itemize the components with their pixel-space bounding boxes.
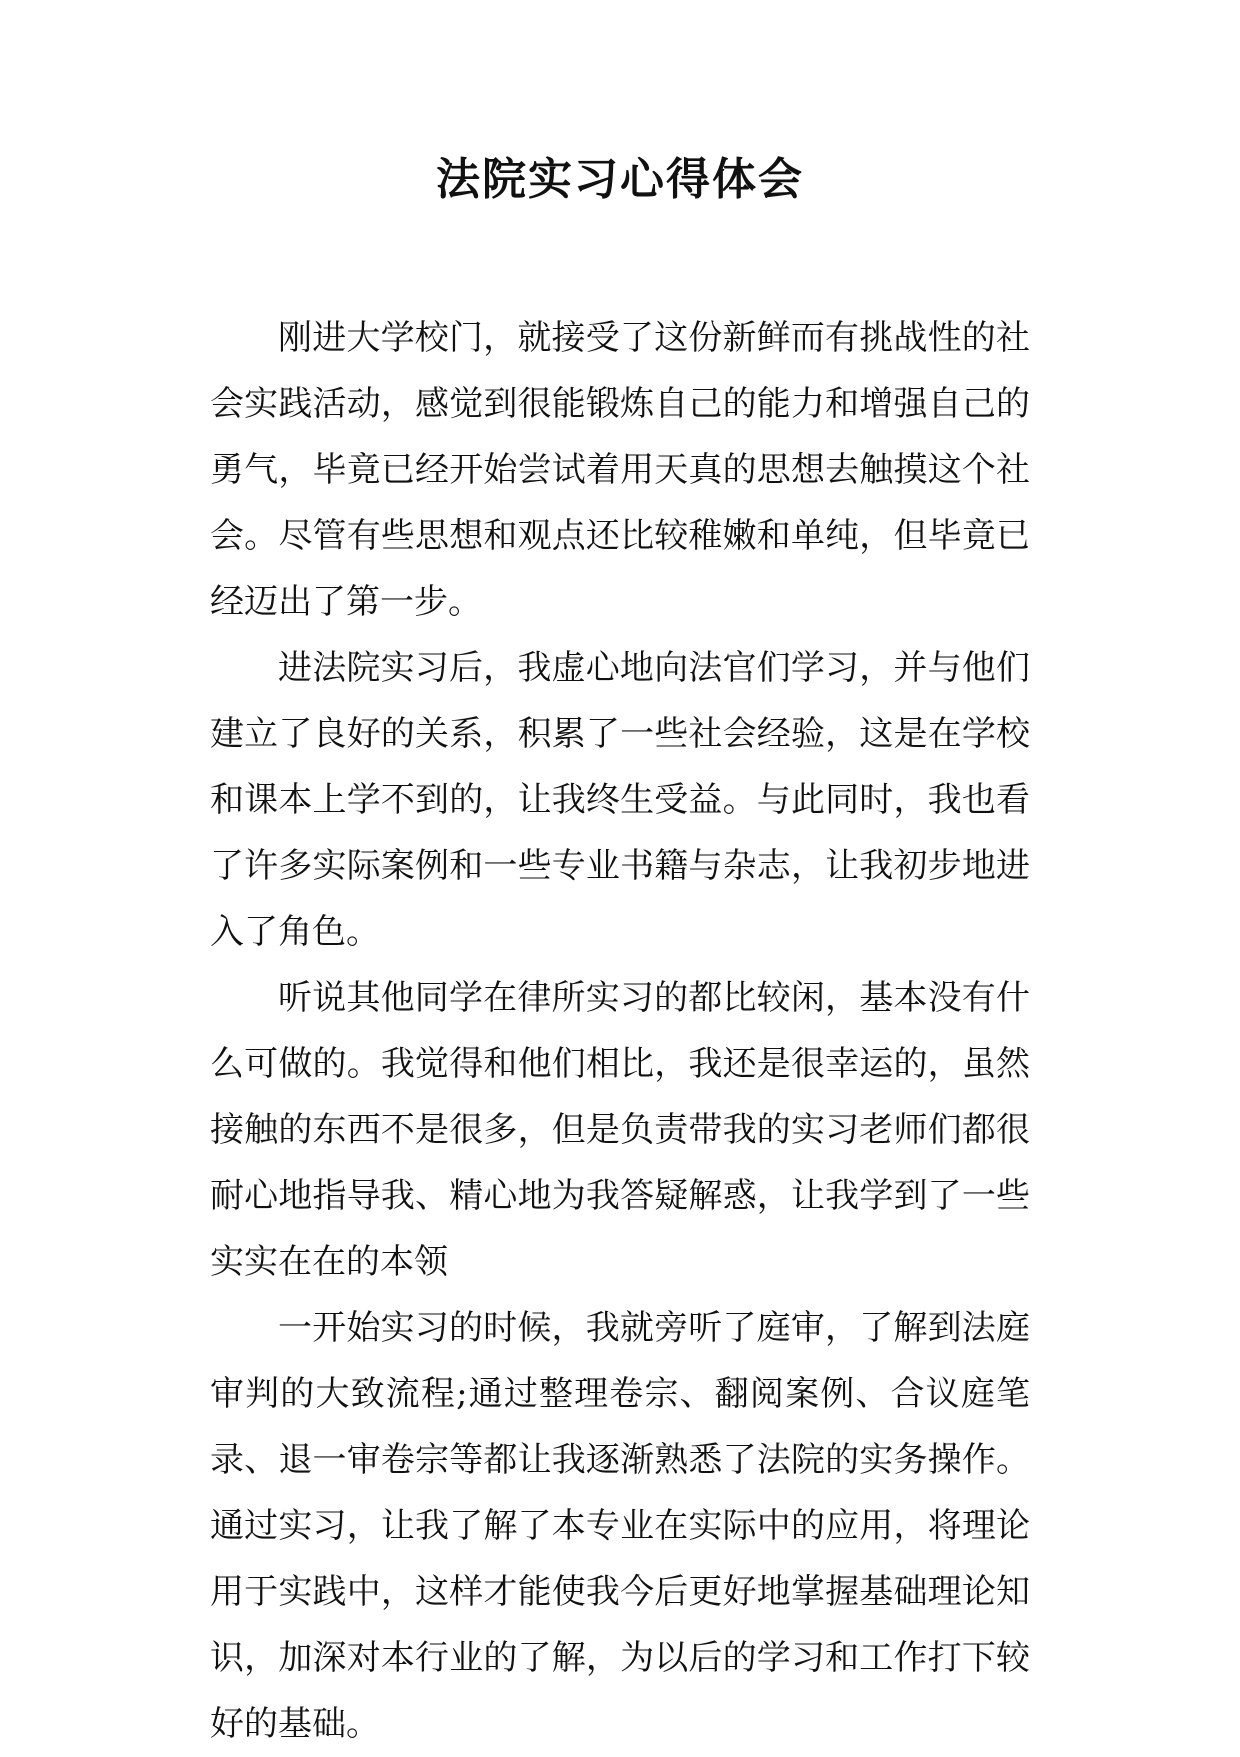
paragraph-1: 刚进大学校门，就接受了这份新鲜而有挑战性的社会实践活动，感觉到很能锻炼自己的能力和增强自己的勇气，毕竟已经开始尝试着用天真的思想去触摸这个社会。尽管有些思想和观点还比较稚嫩和单纯，但毕竟已经迈出了第一步。 xyxy=(210,318,1030,622)
paragraph-3: 听说其他同学在律所实习的都比较闲，基本没有什么可做的。我觉得和他们相比，我还是很幸运的，虽然接触的东西不是很多，但是负责带我的实习老师们都很耐心地指导我、精心地为我答疑解惑，让我学到了一些实实在在的本领 xyxy=(210,978,1030,1282)
paragraph-2: 进法院实习后，我虚心地向法官们学习，并与他们建立了良好的关系，积累了一些社会经验，这是在学校和课本上学不到的，让我终生受益。与此同时，我也看了许多实际案例和一些专业书籍与杂志，让我初步地进入了角色。 xyxy=(210,648,1030,952)
paragraph-4: 一开始实习的时候，我就旁听了庭审，了解到法庭审判的大致流程;通过整理卷宗、翻阅案例、合议庭笔录、退一审卷宗等都让我逐渐熟悉了法院的实务操作。通过实习，让我了解了本专业在实际中的应用，将理论用于实践中，这样才能使我今后更好地掌握基础理论知识，加深对本行业的了解，为以后的学习和工作打下较好的基础。 xyxy=(210,1308,1030,1744)
document-title: 法院实习心得体会 xyxy=(436,154,804,205)
document-body xyxy=(210,305,1030,1757)
